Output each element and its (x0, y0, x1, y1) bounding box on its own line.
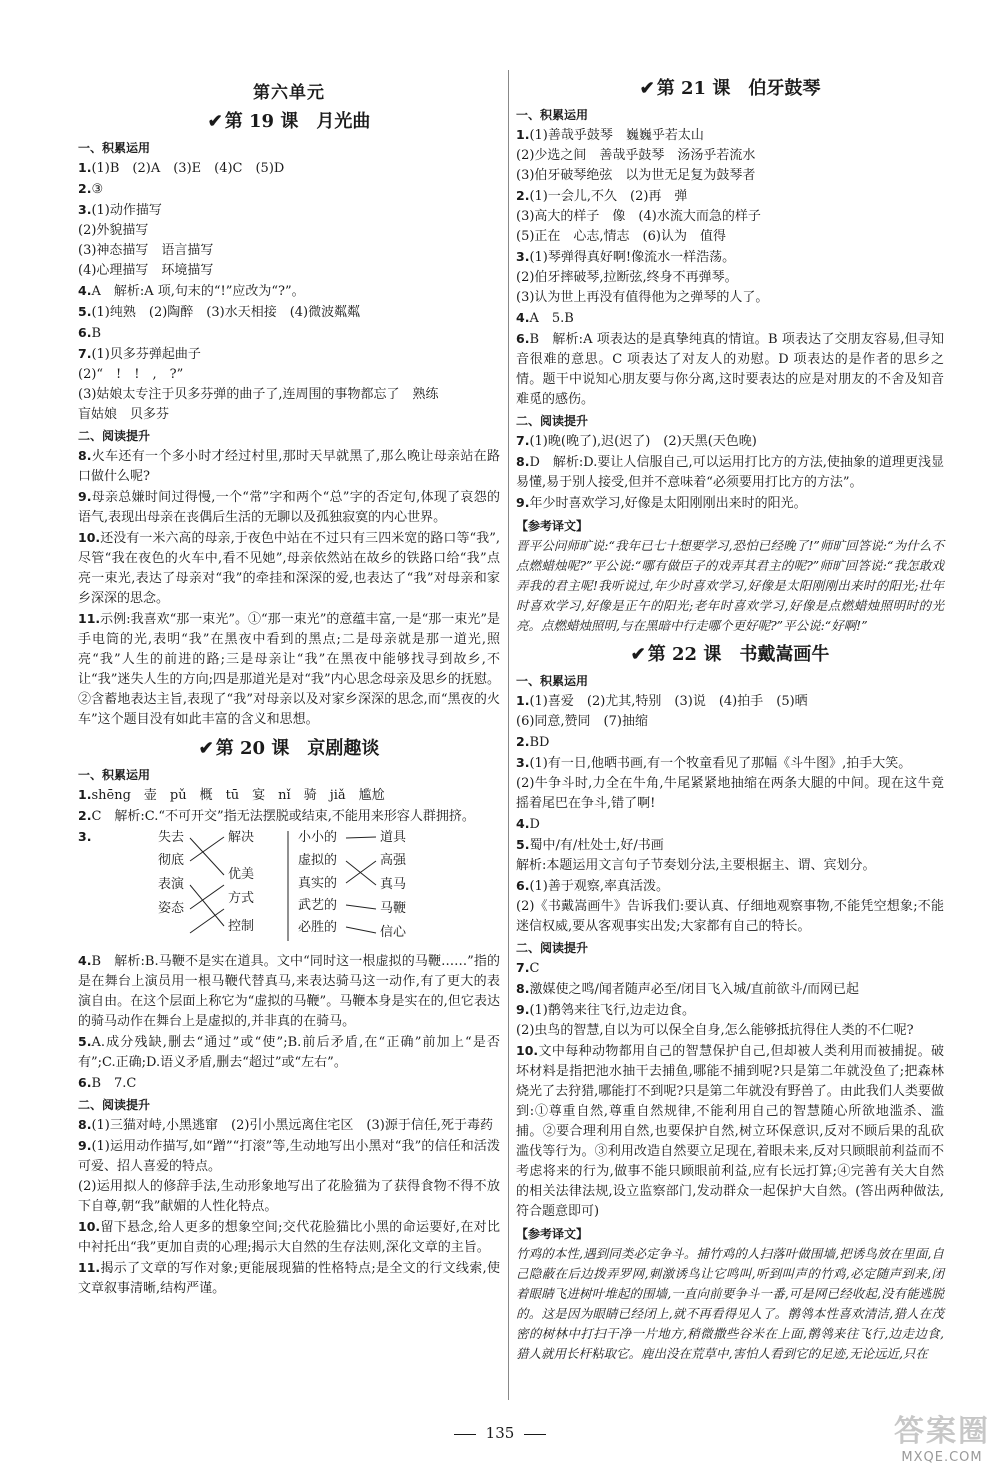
answer-item: 4.A 解析:A 项,句末的“!”应改为“?”。 (78, 283, 305, 299)
answer-item: 8.激媒使之鸣/闻者随声必至/闭目飞入城/直前欲斗/而网已起 (516, 981, 859, 997)
footer-dash (454, 1434, 476, 1435)
section-heading: 一、积累运用 (78, 141, 151, 155)
page-number: 135 (485, 1424, 515, 1442)
answer-item: 1.(1)喜爱 (2)尤其,特别 (3)说 (4)拍手 (5)晒 (6)同意,赞同 (7)抽缩 (516, 693, 808, 729)
check-mark-icon: ✔ (207, 111, 223, 132)
answer-item: 3.(1)有一日,他晒书画,有一个牧童看见了那幅《斗牛图》,拍手大笑。 (2)牛争斗时,力全在牛角,牛尾紧紧地抽缩在两条大腿的中间。现在这牛竟摇着尾巴在争斗,错了啊! (516, 755, 944, 811)
reference-translation-heading: 【参考译文】 (516, 519, 589, 533)
answer-item: 11.示例:我喜欢“那一束光”。①“那一束光”的意蕴丰富,一是“那一束光”是手电筒的光,表明“我”在黑夜中看到的黑点;二是母亲就是那一道光,照亮“我”人生的前进的路;三是母亲让“我”在黑夜中能够找寻到故乡,不让“我”迷失人生的方向;四是那道光是对“我”内心思念母亲及思乡的抚慰。②含蓄地表达主旨,表现了“我”对母亲以及对家乡深深的思念,而“黑夜的火车”这个题目没有如此丰富的含义和思想。 (78, 611, 500, 727)
site-watermark (894, 1406, 990, 1465)
answer-item: 9.(1)鹡鸰来往飞行,边走边食。 (2)虫鸟的智慧,自以为可以保全自身,怎么能够抵抗得住人类的不仁呢? (516, 1002, 914, 1038)
answer-item: 10.留下悬念,给人更多的想象空间;交代花脸猫比小黑的命运要好,在对比中衬托出“我”更加自责的心理;揭示大自然的生存法则,深化文章的主旨。 (78, 1219, 500, 1255)
answer-item: 2.③ (78, 181, 104, 197)
answer-item: 8.(1)三猫对峙,小黑逃窜 (2)引小黑远离住宅区 (3)源于信任,死于毒药 (78, 1117, 493, 1133)
reference-translation-heading: 【参考译文】 (516, 1227, 589, 1241)
reference-translation: 晋平公问师旷说:“我年已七十想要学习,恐怕已经晚了!”师旷回答说:“为什么不点燃蜡烛呢?”平公说:“哪有做臣子的戏弄其君主的呢?”师旷回答说:“我怎敢戏弄我的君主呢!我听说过,年少时喜欢学习,好像是太阳刚刚出来时的阳光;壮年时喜欢学习,好像是正午的阳光;老年时喜欢学习,好像是点燃蜡烛照明时的光亮。点燃蜡烛照明,与在黑暗中行走哪个更好呢?”平公说:“好啊!” (516, 538, 944, 633)
answer-item: 7.C (516, 960, 540, 976)
answer-item: 1.(1)B (2)A (3)E (4)C (5)D (78, 160, 285, 176)
column-divider (508, 70, 509, 1400)
check-mark-icon: ✔ (639, 78, 655, 99)
section-heading: 二、阅读提升 (516, 941, 589, 955)
answer-item: 11.揭示了文章的写作对象;更能展现猫的性格特点;是全文的行文线索,使文章叙事清晰,结构严谨。 (78, 1260, 500, 1296)
section-heading: 一、积累运用 (516, 108, 589, 122)
answer-item: 4.A 5.B (516, 310, 574, 326)
section-heading: 一、积累运用 (78, 768, 151, 782)
answer-item: 6.(1)善于观察,率真活泼。 (2)《书戴嵩画牛》告诉我们:要认真、仔细地观察事物,不能凭空想象;不能迷信权威,要从客观事实出发;大家都有自己的特长。 (516, 878, 944, 934)
answer-item: 9.年少时喜欢学习,好像是太阳刚刚出来时的阳光。 (516, 495, 807, 511)
answer-item: 8.D 解析:D.要让人信服自己,可以运用打比方的方法,使抽象的道理更浅显易懂,易于别人接受,但并不意味着“必须要用打比方的方法”。 (516, 454, 944, 490)
answer-item: 5.蜀中/有/杜处士,好/书画 解析:本题运用文言句子节奏划分法,主要根据主、谓、宾划分。 (516, 837, 876, 873)
answer-item: 6.B (78, 325, 102, 341)
answer-item: 2.BD (516, 734, 550, 750)
answer-item: 6.B 解析:A 项表达的是真挚纯真的情谊。B 项表达了交朋友容易,但寻知音很难的意思。C 项表达了对友人的劝慰。D 项表达的是作者的思乡之情。题干中说知心朋友要与你分离,这时要表达的应是对朋友的不舍及知音难觅的感伤。 (516, 331, 944, 407)
lesson-19-title: ✔ 第 19 课 月光曲 (207, 111, 371, 132)
reference-translation: 竹鸡的本性,遇到同类必定争斗。捕竹鸡的人扫落叶做围墙,把诱鸟放在里面,自己隐蔽在后边拨弄罗网,刺激诱鸟让它鸣叫,听到叫声的竹鸡,必定随声到来,闭着眼睛飞进树叶堆起的围墙,一直向前要争斗一番,可是网已经收起,没有能逃脱的。这是因为眼睛已经闭上,就不再看得见人了。鹡鸰本性喜欢清洁,猎人在茂密的树林中打扫干净一片地方,稍微撒些谷米在上面,鹡鸰来往飞行,边走边食,猎人就用长杆粘取它。鹿出没在荒草中,害怕人看到它的足迹,无论远近,只在 (516, 1246, 944, 1361)
lesson-22-title: ✔ 第 22 课 书戴嵩画牛 (630, 644, 830, 665)
answer-item: 6.B 7.C (78, 1075, 137, 1091)
lesson-21-title: ✔ 第 21 课 伯牙鼓琴 (639, 78, 821, 99)
answer-item: 8.火车还有一个多小时才经过村里,那时天早就黑了,那么晚让母亲站在路口做什么呢? (78, 448, 500, 484)
answer-item: 4.D (516, 816, 540, 832)
answer-item: 2.(1)一会儿,不久 (2)再 弹 (3)高大的样子 像 (4)水流大而急的样子 (5)正在 心志,情志 (6)认为 值得 (516, 188, 761, 244)
answer-item: 3.(1)动作描写 (2)外貌描写 (3)神态描写 语言描写 (4)心理描写 环境描写 (78, 202, 214, 278)
section-heading: 二、阅读提升 (78, 1098, 151, 1112)
section-heading: 一、积累运用 (516, 674, 589, 688)
unit-title: 第六单元 (253, 83, 325, 103)
answer-item: 7.(1)贝多芬弹起曲子 (2)“ ! ! , ?” (3)姑娘太专注于贝多芬弹的曲子了,连周围的事物都忘了 熟练 盲姑娘 贝多芬 (78, 346, 439, 422)
page-footer (0, 1424, 1000, 1442)
answer-item: 1.(1)善哉乎鼓琴 巍巍乎若太山 (2)少选之间 善哉乎鼓琴 汤汤乎若流水 (3)伯牙破琴绝弦 以为世无足复为鼓琴者 (516, 127, 756, 183)
answer-item: 5.(1)纯熟 (2)陶醉 (3)水天相接 (4)微波粼粼 (78, 304, 361, 320)
answer-item: 9.母亲总嫌时间过得慢,一个“常”字和两个“总”字的否定句,体现了哀怨的语气,表现出母亲在丧偶后生活的无聊以及孤独寂寞的内心世界。 (78, 489, 500, 525)
left-column (78, 70, 500, 1299)
check-mark-icon: ✔ (198, 738, 214, 759)
section-heading: 二、阅读提升 (78, 429, 151, 443)
check-mark-icon: ✔ (630, 644, 646, 665)
right-column (516, 70, 944, 1364)
answer-item: 1.shēng 壶 pǔ 概 tū 宴 nǐ 骑 jiǎ 尴尬 (78, 787, 385, 803)
section-heading: 二、阅读提升 (516, 414, 589, 428)
watermark-logo: 答案圈 (894, 1414, 990, 1449)
matching-lines (78, 829, 500, 947)
answer-item: 10.文中每种动物都用自己的智慧保护自己,但却被人类利用而被捕捉。破坏材料是指把池水抽干去捕鱼,哪能不捕到呢?只是第二年就没鱼了;把森林烧光了去狩猎,哪能打不到呢?只是第二年就没有野兽了。由此我们人类要做到:①尊重自然,尊重自然规律,不能利用自己的智慧随心所欲地滥杀、滥捕。②要合理利用自然,也要保护自然,树立环保意识,反对不顾后果的乱砍滥伐等行为。③利用改造自然要立足现在,着眼未来,反对只顾眼前利益而不考虑将来的行为,做事不能只顾眼前利益,应有长远打算;④完善有关大自然的相关法律法规,设立监察部门,发动群众一起保护大自然。(答出两种做法,符合题意即可) (516, 1043, 944, 1219)
answer-item: 9.(1)运用动作描写,如“蹭”“打滚”等,生动地写出小黑对“我”的信任和活泼可爱、招人喜爱的特点。 (2)运用拟人的修辞手法,生动形象地写出了花脸猫为了获得食物不得不放下自尊,朝“我”献媚的人性化特点。 (78, 1138, 500, 1214)
answer-item: 7.(1)晚(晚了),迟(迟了) (2)天黑(天色晚) (516, 433, 757, 449)
answer-item: 10.还没有一米六高的母亲,于夜色中站在不过只有三四米宽的路口等“我”,尽管“我在夜色的火车中,看不见她”,母亲依然站在故乡的铁路口给“我”点亮一束光,表达了母亲对“我”的牵挂和深深的爱,也表达了“我”对母亲和家乡深深的思念。 (78, 530, 500, 606)
lesson-20-title: ✔ 第 20 课 京剧趣谈 (198, 738, 380, 759)
footer-dash (524, 1434, 546, 1435)
answer-item: 2.C 解析:C.“不可开交”指无法摆脱或结束,不能用来形容人群拥挤。 (78, 808, 475, 824)
answer-item: 5.A.成分残缺,删去“通过”或“使”;B.前后矛盾,在“正确”前加上“是否有”;C.正确;D.语义矛盾,删去“超过”或“左右”。 (78, 1034, 500, 1070)
answer-item: 4.B 解析:B.马鞭不是实在道具。文中“同时这一根虚拟的马鞭……”指的是在舞台上演员用一根马鞭代替真马,来表达骑马这一动作,有了更大的表演自由。在这个层面上称它为“虚拟的马鞭”。马鞭本身是实在的,但它表达的骑马动作在舞台上是虚拟的,并非真的在骑马。 (78, 953, 500, 1029)
watermark-url: MXQE.COM (901, 1450, 983, 1465)
word-matching-diagram: 3. 失去 彻底 表演 姿态 解决 优美 方式 控制 小小的 虚拟的 真实的 武艺的 必胜的 道具 高强 真马 马鞭 信心 (78, 829, 500, 947)
answer-item: 3.(1)琴弹得真好啊!像流水一样浩荡。 (2)伯牙摔破琴,拉断弦,终身不再弹琴。 (3)认为世上再没有值得他为之弹琴的人了。 (516, 249, 769, 305)
